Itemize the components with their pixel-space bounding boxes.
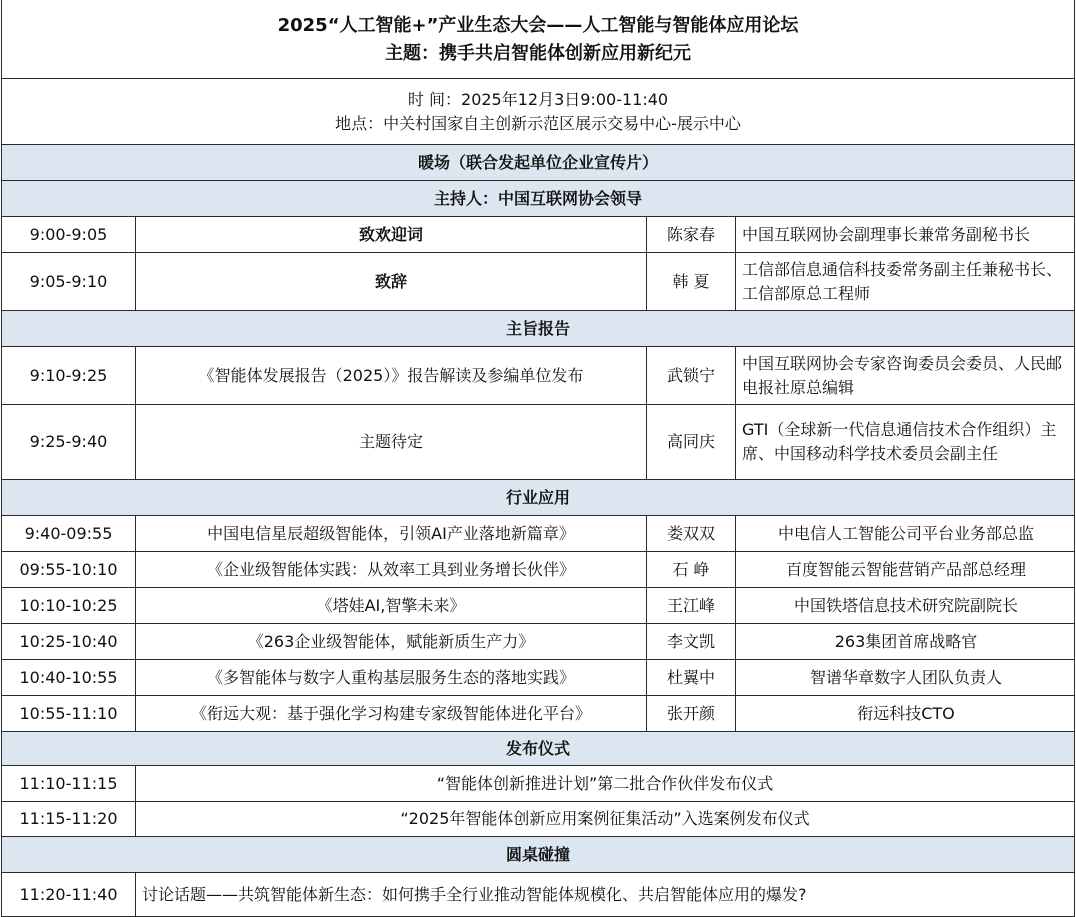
speaker-cell: 王江峰 bbox=[647, 588, 736, 624]
speaker-cell: 杜翼中 bbox=[647, 660, 736, 696]
org-cell: 中国互联网协会专家咨询委员会委员、人民邮电报社原总编辑 bbox=[736, 347, 1075, 405]
time-cell: 9:25-9:40 bbox=[2, 405, 136, 480]
agenda-row bbox=[2, 660, 1075, 696]
agenda-row bbox=[2, 347, 1075, 405]
time-cell: 9:40-09:55 bbox=[2, 516, 136, 552]
section-industry bbox=[2, 480, 1075, 516]
speaker-cell: 武锁宁 bbox=[647, 347, 736, 405]
section-release bbox=[2, 732, 1075, 766]
time-cell: 9:10-9:25 bbox=[2, 347, 136, 405]
forum-title: 2025“人工智能+”产业生态大会——人工智能与智能体应用论坛 bbox=[277, 15, 799, 36]
section-label: 行业应用 bbox=[2, 480, 1075, 516]
org-cell: 263集团首席战略官 bbox=[736, 624, 1075, 660]
agenda-row bbox=[2, 552, 1075, 588]
info-cell bbox=[2, 79, 1075, 145]
org-cell: 工信部信息通信科技委常务副主任兼秘书长、工信部原总工程师 bbox=[736, 253, 1075, 311]
topic-cell: 《企业级智能体实践：从效率工具到业务增长伙伴》 bbox=[136, 552, 647, 588]
time-cell: 11:10-11:15 bbox=[2, 766, 136, 802]
agenda-row bbox=[2, 405, 1075, 480]
section-keynote bbox=[2, 311, 1075, 347]
agenda-row bbox=[2, 253, 1075, 311]
time-cell: 10:40-10:55 bbox=[2, 660, 136, 696]
time-cell: 10:55-11:10 bbox=[2, 696, 136, 732]
org-cell: 百度智能云智能营销产品部总经理 bbox=[736, 552, 1075, 588]
ceremony-row bbox=[2, 766, 1075, 802]
topic-cell: 《衔远大观：基于强化学习构建专家级智能体进化平台》 bbox=[136, 696, 647, 732]
speaker-cell: 高同庆 bbox=[647, 405, 736, 480]
topic-cell: 《塔娃AI,智擎未来》 bbox=[136, 588, 647, 624]
time-cell: 10:25-10:40 bbox=[2, 624, 136, 660]
topic-cell: 《智能体发展报告（2025）》报告解读及参编单位发布 bbox=[136, 347, 647, 405]
topic-cell: 致欢迎词 bbox=[136, 217, 647, 253]
org-cell: 中国铁塔信息技术研究院副院长 bbox=[736, 588, 1075, 624]
topic-cell: 中国电信星辰超级智能体，引领AI产业落地新篇章》 bbox=[136, 516, 647, 552]
section-roundtable bbox=[2, 837, 1075, 873]
section-label: 主持人：中国互联网协会领导 bbox=[2, 181, 1075, 217]
topic-cell: 主题待定 bbox=[136, 405, 647, 480]
time-cell: 10:10-10:25 bbox=[2, 588, 136, 624]
event-location: 地点：中关村国家自主创新示范区展示交易中心-展示中心 bbox=[335, 114, 741, 133]
section-label: 暖场（联合发起单位企业宣传片） bbox=[2, 145, 1075, 181]
agenda-row bbox=[2, 624, 1075, 660]
speaker-cell: 陈家春 bbox=[647, 217, 736, 253]
time-cell: 09:55-10:10 bbox=[2, 552, 136, 588]
time-cell: 9:00-9:05 bbox=[2, 217, 136, 253]
title-cell bbox=[2, 0, 1075, 79]
section-label: 主旨报告 bbox=[2, 311, 1075, 347]
time-cell: 11:20-11:40 bbox=[2, 873, 136, 917]
ceremony-title: “智能体创新推进计划”第二批合作伙伴发布仪式 bbox=[136, 766, 1075, 802]
forum-theme: 主题：携手共启智能体创新应用新纪元 bbox=[385, 43, 692, 64]
topic-cell: 致辞 bbox=[136, 253, 647, 311]
speaker-cell: 娄双双 bbox=[647, 516, 736, 552]
speaker-cell: 石 峥 bbox=[647, 552, 736, 588]
org-cell: 智谱华章数字人团队负责人 bbox=[736, 660, 1075, 696]
section-label: 圆桌碰撞 bbox=[2, 837, 1075, 873]
agenda-row bbox=[2, 588, 1075, 624]
speaker-cell: 张开颜 bbox=[647, 696, 736, 732]
agenda-row bbox=[2, 696, 1075, 732]
org-cell: 衔远科技CTO bbox=[736, 696, 1075, 732]
section-label: 发布仪式 bbox=[2, 732, 1075, 766]
ceremony-title: “2025年智能体创新应用案例征集活动”入选案例发布仪式 bbox=[136, 802, 1075, 837]
org-cell: 中电信人工智能公司平台业务部总监 bbox=[736, 516, 1075, 552]
speaker-cell: 李文凯 bbox=[647, 624, 736, 660]
discussion-topic: 讨论话题——共筑智能体新生态：如何携手全行业推动智能体规模化、共启智能体应用的爆发? bbox=[136, 873, 1075, 917]
title-row bbox=[2, 0, 1075, 79]
org-cell: 中国互联网协会副理事长兼常务副秘书长 bbox=[736, 217, 1075, 253]
event-time: 时 间：2025年12月3日9:00-11:40 bbox=[407, 90, 669, 109]
topic-cell: 《多智能体与数字人重构基层服务生态的落地实践》 bbox=[136, 660, 647, 696]
agenda-row bbox=[2, 217, 1075, 253]
section-warmup bbox=[2, 145, 1075, 181]
speaker-cell: 韩 夏 bbox=[647, 253, 736, 311]
agenda-table bbox=[1, 0, 1075, 917]
topic-cell: 《263企业级智能体，赋能新质生产力》 bbox=[136, 624, 647, 660]
info-row bbox=[2, 79, 1075, 145]
time-cell: 11:15-11:20 bbox=[2, 802, 136, 837]
ceremony-row bbox=[2, 802, 1075, 837]
time-cell: 9:05-9:10 bbox=[2, 253, 136, 311]
discussion-row bbox=[2, 873, 1075, 917]
section-host bbox=[2, 181, 1075, 217]
org-cell: GTI（全球新一代信息通信技术合作组织）主席、中国移动科学技术委员会副主任 bbox=[736, 405, 1075, 480]
agenda-row bbox=[2, 516, 1075, 552]
